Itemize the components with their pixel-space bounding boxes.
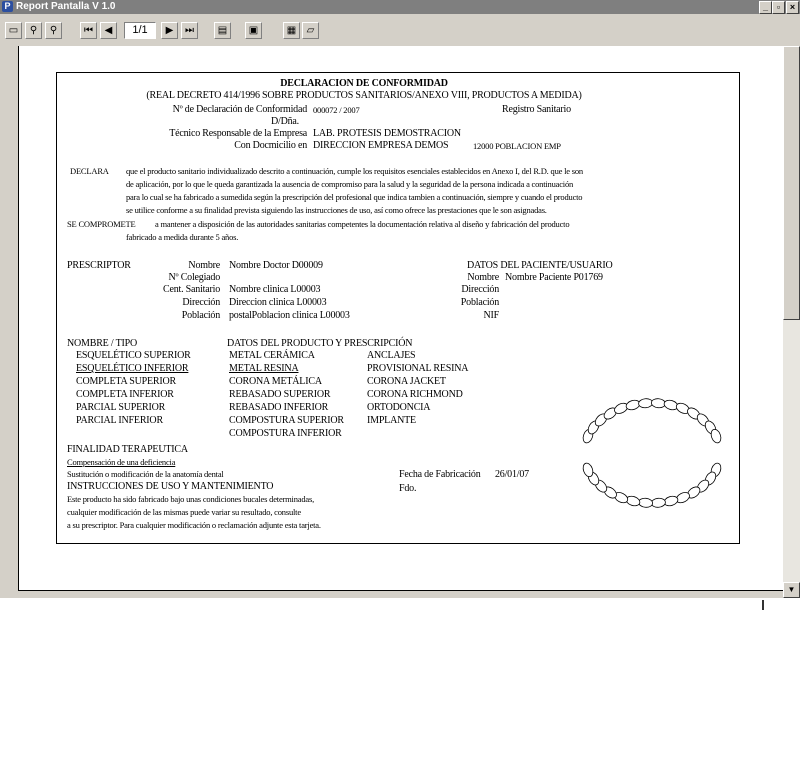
zoom-in-icon: ⚲ (29, 25, 38, 36)
report-subtitle: (REAL DECRETO 414/1996 SOBRE PRODUCTOS SANITARIOS/ANEXO VIII, PRODUCTOS A MEDIDA) (146, 90, 582, 101)
last-page-button[interactable] (181, 22, 198, 39)
dental-arch-diagram (567, 393, 737, 513)
paciente-heading: DATOS DEL PACIENTE/USUARIO (467, 260, 613, 271)
close-button[interactable]: × (786, 1, 799, 14)
productos-tipo-heading: NOMBRE / TIPO (67, 338, 138, 349)
page-indicator[interactable]: 1/1 (124, 22, 156, 39)
report-title: DECLARACION DE CONFORMIDAD (280, 78, 448, 89)
first-page-button[interactable] (80, 22, 97, 39)
declara-line-3: para lo cual se ha fabricado a sumedida según la prescripción del profesional que indica tambien a continuación, siempre y cuando el producto (126, 192, 583, 202)
declara-label: DECLARA (70, 166, 109, 176)
extra-item: IMPLANTE (367, 415, 416, 426)
print-setup-icon: ▣ (248, 25, 259, 36)
extra-item: ORTODONCIA (367, 402, 431, 413)
compromete-label: SE COMPROMETE (67, 219, 136, 229)
domicilio-city: 12000 POBLACION EMP (473, 141, 561, 151)
tipo-item: ESQUELÉTICO SUPERIOR (76, 350, 191, 361)
producto-item: REBASADO INFERIOR (229, 402, 329, 413)
prescriptor-cent-value: Nombre clinica L00003 (229, 284, 321, 295)
next-page-icon: ▶ (165, 25, 174, 36)
finalidad-item-1: Compensación de una deficiencia (67, 457, 176, 467)
prescriptor-colegiado-label: Nº Colegiado (168, 272, 220, 283)
prescriptor-direccion-label: Dirección (182, 297, 220, 308)
window-title: Report Pantalla V 1.0 (16, 1, 116, 12)
tecnico-label: Técnico Responsable de la Empresa (169, 128, 307, 139)
paciente-nif-label: NIF (483, 310, 499, 321)
title-bar (0, 0, 800, 14)
prev-page-icon: ◀ (104, 25, 113, 36)
print-button[interactable] (214, 22, 231, 39)
producto-item: CORONA METÁLICA (229, 376, 322, 387)
restore-button[interactable]: ▫ (772, 1, 785, 14)
app-icon: P (2, 1, 13, 12)
text-cursor (762, 600, 764, 610)
fit-page-button[interactable] (5, 22, 22, 39)
report-viewport (0, 46, 783, 598)
tipo-item: ESQUELÉTICO INFERIOR (76, 363, 189, 374)
prescriptor-poblacion-label: Población (181, 310, 220, 321)
save-button[interactable] (283, 22, 300, 39)
prescriptor-direccion-value: Direccion clinica L00003 (229, 297, 327, 308)
producto-item: REBASADO SUPERIOR (229, 389, 331, 400)
declara-line-4: se utilice conforme a su finalidad prevista siguiendo las instrucciones de uso, así como ofrece las prestaciones que le son asignadas. (126, 205, 547, 215)
declaration-no-value: 000072 / 2007 (313, 105, 360, 115)
tecnico-value: LAB. PROTESIS DEMOSTRACION (313, 128, 461, 139)
domicilio-value: DIRECCION EMPRESA DEMOS (313, 140, 449, 151)
report-page (18, 46, 783, 591)
fecha-value: 26/01/07 (495, 469, 529, 480)
zoom-out-button[interactable] (45, 22, 62, 39)
declara-line-1: que el producto sanitario individualizado descrito a continuación, cumple los requisitos esenciales establecidos en Anexo I, del R.D. que le son (126, 166, 583, 176)
report-frame (56, 72, 740, 544)
first-page-icon: ⏮ (84, 25, 93, 36)
extra-item: CORONA RICHMOND (367, 389, 463, 400)
arrow-down-icon: ▼ (787, 585, 796, 594)
finalidad-item-2: Sustitución o modificación de la anatomía dental (67, 469, 224, 479)
producto-item: METAL RESINA (229, 363, 299, 374)
open-button[interactable] (302, 22, 319, 39)
zoom-out-icon: ⚲ (49, 25, 58, 36)
prescriptor-cent-label: Cent. Sanitario (163, 284, 220, 295)
upper-tooth (651, 398, 666, 408)
lower-tooth (651, 498, 666, 508)
print-setup-button[interactable] (245, 22, 262, 39)
compromete-line-2: fabricado a medida durante 5 años. (126, 232, 239, 242)
scrollbar-thumb[interactable] (783, 46, 800, 320)
scroll-down-button[interactable] (783, 582, 800, 598)
declaration-no-label: Nº de Declaración de Conformidad (172, 104, 307, 115)
domicilio-label: Con Docmicilio en (234, 140, 307, 151)
monitor-icon: ▭ (8, 25, 19, 36)
producto-item: COMPOSTURA SUPERIOR (229, 415, 344, 426)
instrucciones-line-1: Este producto ha sido fabricado bajo unas condiciones bucales determinadas, (67, 494, 314, 504)
productos-datos-heading: DATOS DEL PRODUCTO Y PRESCRIPCIÓN (227, 338, 413, 349)
prescriptor-poblacion-value: postalPoblacion clinica L00003 (229, 310, 350, 321)
producto-item: METAL CERÁMICA (229, 350, 315, 361)
upper-tooth (638, 398, 653, 408)
paciente-nombre-value: Nombre Paciente P01769 (505, 272, 603, 283)
fdo-label: Fdo. (399, 483, 417, 494)
lower-tooth (638, 498, 653, 508)
paciente-nombre-label: Nombre (467, 272, 499, 283)
minimize-button[interactable]: _ (759, 1, 772, 14)
finalidad-heading: FINALIDAD TERAPEUTICA (67, 444, 188, 455)
producto-item: COMPOSTURA INFERIOR (229, 428, 342, 439)
instrucciones-line-2: cualquier modificación de las mismas puede variar su resultado, consulte (67, 507, 301, 517)
extra-item: CORONA JACKET (367, 376, 446, 387)
paciente-direccion-label: Dirección (461, 284, 499, 295)
tipo-item: PARCIAL INFERIOR (76, 415, 163, 426)
prescriptor-nombre-label: Nombre (188, 260, 220, 271)
printer-icon: ▤ (217, 25, 228, 36)
extra-item: PROVISIONAL RESINA (367, 363, 469, 374)
prescriptor-nombre-value: Nombre Doctor D00009 (229, 260, 323, 271)
next-page-button[interactable] (161, 22, 178, 39)
vertical-scrollbar[interactable] (783, 46, 800, 598)
registro-label: Registro Sanitario (502, 104, 571, 115)
toolbar (0, 14, 800, 47)
last-page-icon: ⏭ (185, 25, 194, 36)
tipo-item: PARCIAL SUPERIOR (76, 402, 166, 413)
paciente-poblacion-label: Población (460, 297, 499, 308)
tipo-item: COMPLETA SUPERIOR (76, 376, 176, 387)
folder-icon: ▱ (306, 25, 315, 36)
extra-item: ANCLAJES (367, 350, 416, 361)
ddna-label: D/Dña. (271, 116, 299, 127)
prescriptor-heading: PRESCRIPTOR (67, 260, 131, 271)
tipo-item: COMPLETA INFERIOR (76, 389, 174, 400)
compromete-line-1: a mantener a disposición de las autoridades sanitarias competentes la documentación relativa al diseño y fabricación del producto (155, 219, 570, 229)
instrucciones-heading: INSTRUCCIONES DE USO Y MANTENIMIENTO (67, 481, 274, 492)
instrucciones-line-3: a su prescriptor. Para cualquier modificación o reclamación adjunte esta tarjeta. (67, 520, 321, 530)
save-icon: ▦ (286, 25, 297, 36)
fecha-label: Fecha de Fabricación (399, 469, 481, 480)
declara-line-2: de aplicación, por lo que le queda garantizada la ausencia de compromiso para la salud y la seguridad de la persona indicada a continuación (126, 179, 574, 189)
prev-page-button[interactable] (100, 22, 117, 39)
zoom-in-button[interactable] (25, 22, 42, 39)
